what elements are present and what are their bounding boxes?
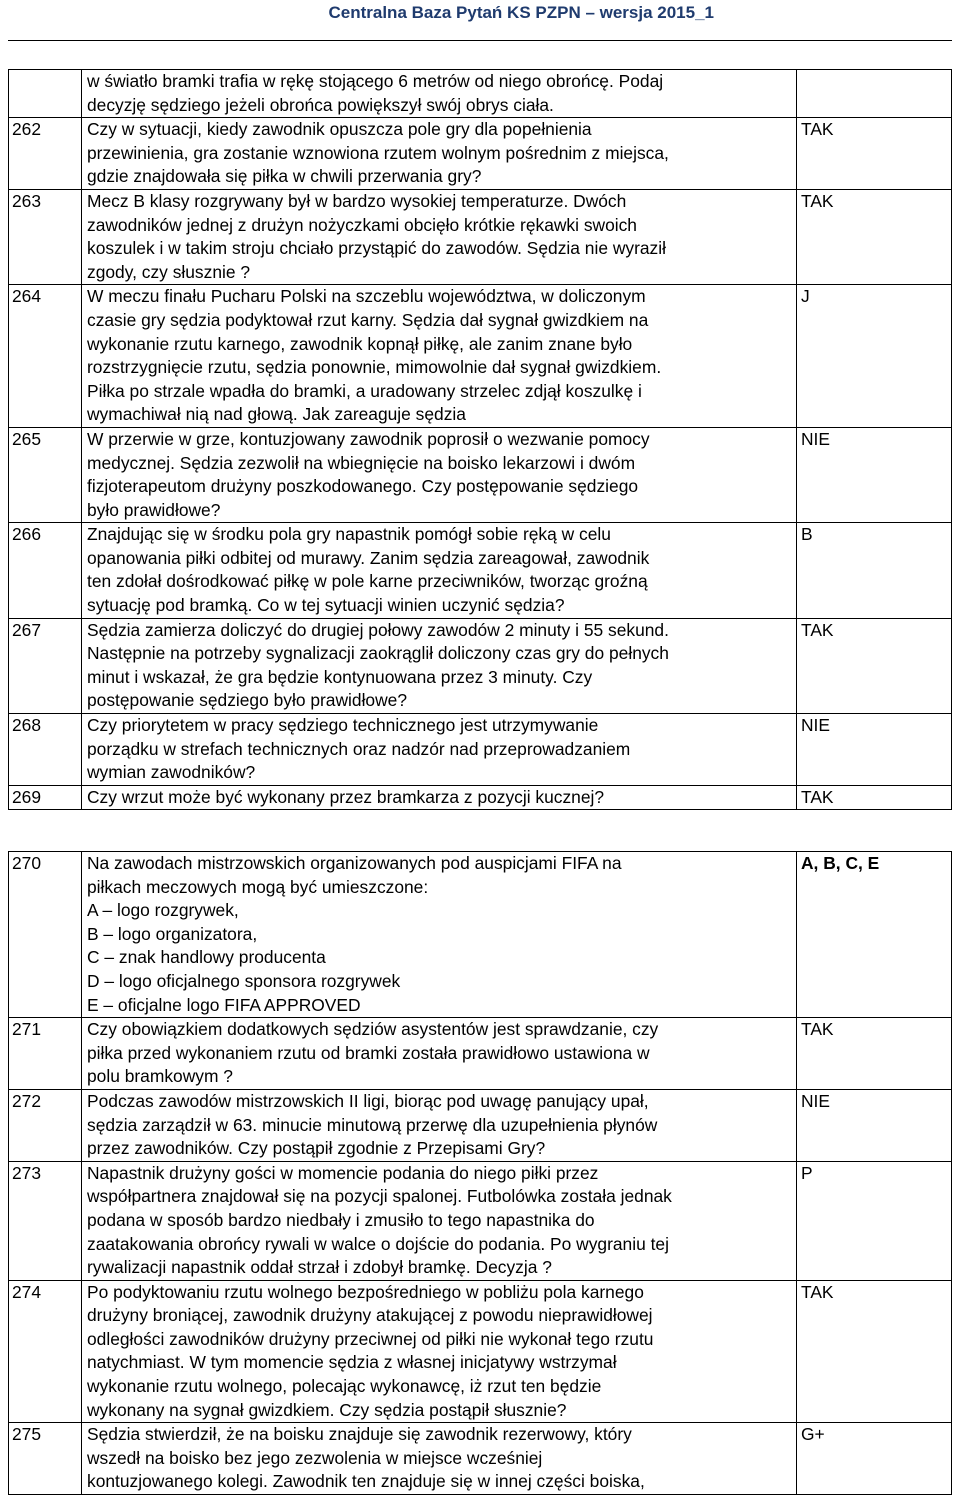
question-text-line: Sędzia stwierdził, że na boisku znajduje się zawodnik rezerwowy, który xyxy=(87,1424,632,1445)
question-text-line: Sędzia zamierza doliczyć do drugiej połowy zawodów 2 minuty i 55 sekund. xyxy=(87,619,669,640)
question-text-line: drużyny broniącej, zawodnik drużyny atakującej z powodu nieprawidłowej xyxy=(87,1305,653,1326)
question-text-line: minut i wskazał, że gra będzie kontynuowana przez 3 minuty. Czy xyxy=(87,666,593,687)
question-text-line: wymian zawodników? xyxy=(87,762,256,783)
question-text xyxy=(82,1161,797,1280)
question-number: 269 xyxy=(9,785,82,810)
question-row xyxy=(9,714,952,786)
question-text-line: wymachiwał nią nad głową. Jak zareaguje sędzia xyxy=(87,404,466,425)
question-row xyxy=(9,1018,952,1090)
question-text-line: ten zdołał dośrodkować piłkę w pole karne przeciwników, tworząc groźną xyxy=(87,571,648,592)
question-number: 271 xyxy=(9,1018,82,1090)
question-number: 267 xyxy=(9,618,82,713)
question-text-line: Podczas zawodów mistrzowskich II ligi, biorąc pod uwagę panujący upał, xyxy=(87,1090,649,1111)
answer: TAK xyxy=(797,785,952,810)
question-row xyxy=(9,118,952,190)
question-text-line: B – logo organizatora, xyxy=(87,923,258,944)
answer: A, B, C, E xyxy=(797,852,952,1018)
question-number: 264 xyxy=(9,285,82,428)
question-row xyxy=(9,523,952,618)
question-row xyxy=(9,70,952,118)
question-number: 273 xyxy=(9,1161,82,1280)
question-text-line: przewinienia, gra zostanie wznowiona rzutem wolnym pośrednim z miejsca, xyxy=(87,142,669,163)
question-text-line: W meczu finału Pucharu Polski na szczeblu województwa, w doliczonym xyxy=(87,286,646,307)
question-text-line: współpartnera znajdował się na pozycji spalonej. Futbolówka została jednak xyxy=(87,1186,672,1207)
question-text xyxy=(82,785,797,810)
question-row xyxy=(9,618,952,713)
question-number: 268 xyxy=(9,714,82,786)
question-text xyxy=(82,523,797,618)
question-row xyxy=(9,1280,952,1423)
question-text xyxy=(82,118,797,190)
question-row xyxy=(9,1423,952,1495)
question-text-line: gdzie znajdowała się piłka w chwili przerwania gry? xyxy=(87,166,482,187)
question-text-line: Mecz B klasy rozgrywany był w bardzo wysokiej temperaturze. Dwóch xyxy=(87,190,627,211)
document-header: Centralna Baza Pytań KS PZPN – wersja 2015_1 xyxy=(328,3,714,22)
question-text xyxy=(82,1280,797,1423)
question-row xyxy=(9,1161,952,1280)
question-text xyxy=(82,852,797,1018)
answer: TAK xyxy=(797,189,952,284)
question-row xyxy=(9,189,952,284)
questions-table-1 xyxy=(8,69,952,810)
question-text-line: opanowania piłki odbitej od murawy. Zanim sędzia zareagował, zawodnik xyxy=(87,547,650,568)
question-text-line: piłka przed wykonaniem rzutu od bramki została prawidłowo ustawiona w xyxy=(87,1042,650,1063)
question-number: 263 xyxy=(9,189,82,284)
question-text-line: Na zawodach mistrzowskich organizowanych pod auspicjami FIFA na xyxy=(87,853,622,873)
question-number: 274 xyxy=(9,1280,82,1423)
question-text-line: sytuację pod bramką. Co w tej sytuacji winien uczynić sędzia? xyxy=(87,595,565,616)
question-text xyxy=(82,714,797,786)
question-text xyxy=(82,70,797,118)
question-text-line: wszedł na boisko bez jego zezwolenia w miejsce wcześniej xyxy=(87,1447,543,1468)
question-text-line: C – znak handlowy producenta xyxy=(87,947,326,968)
question-text xyxy=(82,1018,797,1090)
question-text-line: kontuzjowanego kolegi. Zawodnik ten znajduje się w innej części boiska, xyxy=(87,1471,645,1492)
question-text-line: podana w sposób bardzo niedbały i zmusiło to tego napastnika do xyxy=(87,1209,595,1230)
question-text-line: W przerwie w grze, kontuzjowany zawodnik poprosił o wezwanie pomocy xyxy=(87,428,650,449)
question-text-line: Piłka po strzale wpadła do bramki, a uradowany strzelec zdjął koszulkę i xyxy=(87,380,642,401)
question-text-line: E – oficjalne logo FIFA APPROVED xyxy=(87,994,361,1015)
question-text-line: natychmiast. W tym momencie sędzia z własnej inicjatywy wstrzymał xyxy=(87,1352,617,1373)
question-text-line: Czy priorytetem w pracy sędziego technicznego jest utrzymywanie xyxy=(87,715,599,736)
question-text-line: polu bramkowym ? xyxy=(87,1066,233,1087)
question-text xyxy=(82,285,797,428)
question-text xyxy=(82,189,797,284)
question-text-line: zgody, czy słusznie ? xyxy=(87,261,251,282)
question-number: 270 xyxy=(9,852,82,1018)
question-row xyxy=(9,785,952,810)
answer: P xyxy=(797,1161,952,1280)
question-row xyxy=(9,852,952,1018)
answer: NIE xyxy=(797,714,952,786)
question-text-line: porządku w strefach technicznych oraz nadzór nad przeprowadzaniem xyxy=(87,738,631,759)
question-text-line: wykonanie rzutu wolnego, polecając wykonawcę, iż rzut ten będzie xyxy=(87,1376,602,1397)
question-text-line: postępowanie sędziego było prawidłowe? xyxy=(87,690,408,711)
question-text-line: Czy w sytuacji, kiedy zawodnik opuszcza pole gry dla popełnienia xyxy=(87,119,592,140)
question-text-line: zaatakowania obrońcy rywali w walce o dojście do podania. Po wygraniu tej xyxy=(87,1233,669,1254)
answer xyxy=(797,70,952,118)
question-text xyxy=(82,1089,797,1161)
question-row xyxy=(9,1089,952,1161)
question-number xyxy=(9,70,82,118)
question-text-line: fizjoterapeutom drużyny poszkodowanego. Czy postępowanie sędziego xyxy=(87,476,639,497)
answer: TAK xyxy=(797,118,952,190)
question-text-line: rozstrzygnięcie rzutu, sędzia ponownie, mimowolnie dał sygnał gwizdkiem. xyxy=(87,357,662,378)
question-text-line: piłkach meczowych mogą być umieszczone: xyxy=(87,876,429,897)
question-text-line: odległości zawodników drużyny przeciwnej od piłki nie wykonał tego rzutu xyxy=(87,1328,654,1349)
question-text-line: Następnie na potrzeby sygnalizacji zaokrąglił doliczony czas gry do pełnych xyxy=(87,643,669,664)
question-text-line: medycznej. Sędzia zezwolił na wbiegnięcie na boisko lekarzowi i dwóm xyxy=(87,452,636,473)
question-text-line: wykonanie rzutu karnego, zawodnik kopnął piłkę, ale zanim znane było xyxy=(87,333,633,354)
question-text-line: Znajdując się w środku pola gry napastnik pomógł sobie ręką w celu xyxy=(87,524,611,545)
answer: NIE xyxy=(797,427,952,522)
question-text-line: decyzję sędziego jeżeli obrońca powiększył swój obrys ciała. xyxy=(87,94,554,115)
question-text xyxy=(82,427,797,522)
answer: B xyxy=(797,523,952,618)
answer: G+ xyxy=(797,1423,952,1495)
question-number: 265 xyxy=(9,427,82,522)
question-text-line: D – logo oficjalnego sponsora rozgrywek xyxy=(87,970,401,991)
question-text-line: wykonany na sygnał gwizdkiem. Czy sędzia postąpił słusznie? xyxy=(87,1399,567,1420)
question-number: 266 xyxy=(9,523,82,618)
answer: TAK xyxy=(797,1280,952,1423)
answer: J xyxy=(797,285,952,428)
question-text-line: sędzia zarządził w 63. minucie minutową przerwę dla uzupełnienia płynów xyxy=(87,1114,658,1135)
question-text-line: w światło bramki trafia w rękę stojącego 6 metrów od niego obrońcę. Podaj xyxy=(87,71,664,91)
answer: TAK xyxy=(797,1018,952,1090)
question-number: 275 xyxy=(9,1423,82,1495)
question-text-line: przez zawodników. Czy postąpił zgodnie z Przepisami Gry? xyxy=(87,1138,546,1159)
question-text-line: A – logo rozgrywek, xyxy=(87,900,239,921)
header-rule xyxy=(8,40,952,41)
answer: NIE xyxy=(797,1089,952,1161)
question-number: 272 xyxy=(9,1089,82,1161)
question-text-line: Napastnik drużyny gości w momencie podania do niego piłki przez xyxy=(87,1162,599,1183)
question-text-line: było prawidłowe? xyxy=(87,499,221,520)
question-text-line: zawodników jednej z drużyn nożyczkami obcięło krótkie rękawki swoich xyxy=(87,214,637,235)
answer: TAK xyxy=(797,618,952,713)
question-text-line: rywalizacji napastnik oddał strzał i zdobył bramkę. Decyzja ? xyxy=(87,1257,552,1278)
question-text xyxy=(82,618,797,713)
question-number: 262 xyxy=(9,118,82,190)
question-text-line: Czy obowiązkiem dodatkowych sędziów asystentów jest sprawdzanie, czy xyxy=(87,1019,659,1040)
question-text-line: koszulek i w takim stroju chciało przystąpić do zawodów. Sędzia nie wyraził xyxy=(87,238,666,259)
question-row xyxy=(9,285,952,428)
questions-table-2 xyxy=(8,851,952,1495)
question-row xyxy=(9,427,952,522)
question-text-line: Czy wrzut może być wykonany przez bramkarza z pozycji kucznej? xyxy=(87,786,605,807)
question-text-line: Po podyktowaniu rzutu wolnego bezpośredniego w pobliżu pola karnego xyxy=(87,1281,644,1302)
question-text xyxy=(82,1423,797,1495)
question-text-line: czasie gry sędzia podyktował rzut karny. Sędzia dał sygnał gwizdkiem na xyxy=(87,309,649,330)
